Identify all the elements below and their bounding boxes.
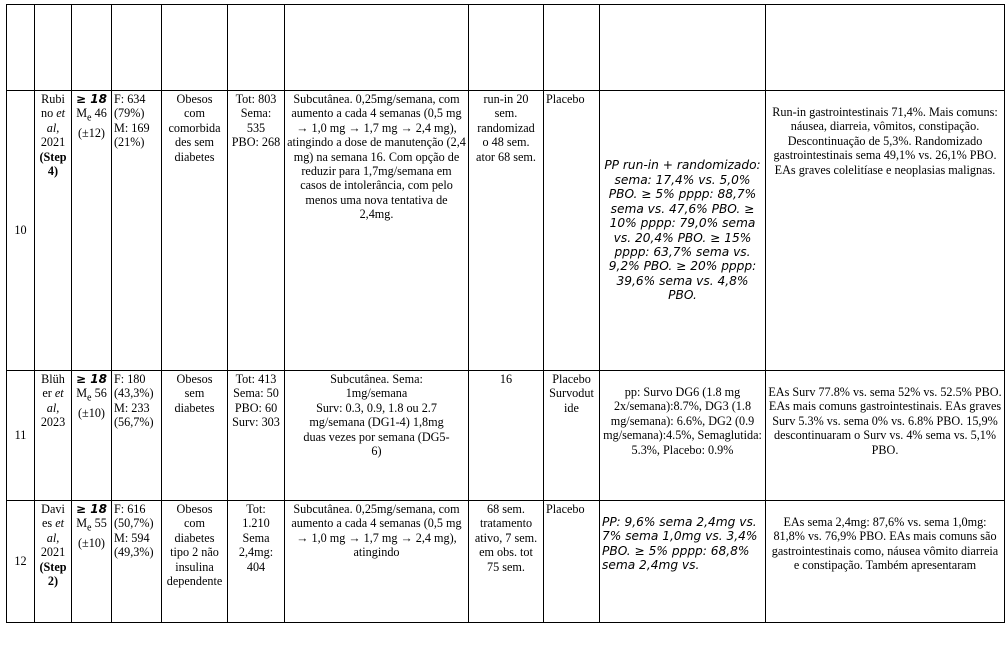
duration-line: run-in 20 — [483, 92, 529, 106]
sex-female-pct: (79%) — [114, 106, 145, 121]
age-median-sub: e — [87, 112, 92, 124]
duration-cell — [469, 91, 544, 371]
age-median: 46 — [91, 106, 107, 121]
population-cell — [162, 371, 228, 501]
comparator-cell: Placebo — [544, 91, 600, 371]
empty-cell — [72, 5, 112, 91]
outcome-cell: PP: 9,6% sema 2,4mg vs. 7% sema 1,0mg vs. 3,4% PBO. ≥ 5% pppp: 68,8% sema 2,4mg vs. — [600, 501, 766, 623]
empty-cell — [600, 5, 766, 91]
author-line: Blüh — [41, 372, 65, 386]
sample-line: PBO: 268 — [231, 135, 281, 150]
table-row — [7, 501, 1005, 623]
duration-line: o 48 sem. — [482, 135, 530, 150]
table-row — [7, 91, 1005, 371]
age-median-label: M — [76, 106, 88, 121]
sample-cell — [228, 91, 285, 371]
outcome-cell: pp: Survo DG6 (1.8 mg 2x/semana):8.7%, DG3 (1.8 mg/semana): 6.6%, DG2 (0.9 mg/semana):4.5%, Semaglutida: 5.3%, Placebo: 0.9% — [600, 371, 766, 501]
duration-line: tratamento — [479, 516, 533, 531]
sex-male: M: 594 — [114, 530, 150, 545]
population-line: diabetes — [174, 530, 215, 545]
duration-cell: 16 — [469, 371, 544, 501]
duration-line: 75 sem. — [487, 559, 525, 574]
evidence-table — [6, 4, 1005, 623]
table-row-empty — [7, 5, 1005, 91]
age-min: ≥ 18 — [76, 92, 107, 106]
age-sd: (±10) — [78, 406, 105, 421]
population-cell — [162, 501, 228, 623]
sex-female: F: 180 — [114, 372, 146, 386]
age-median-label: M — [76, 516, 88, 531]
intervention-line: Subcutânea. Sema: — [330, 372, 423, 386]
sample-line: 1.210 — [242, 516, 270, 531]
age-median: 55 — [91, 516, 107, 531]
age-median-sub: e — [87, 522, 92, 534]
sex-male: M: 233 — [114, 400, 150, 415]
sample-line: Sema — [242, 530, 270, 545]
author-cell — [35, 501, 72, 623]
sex-cell — [112, 91, 162, 371]
sample-line: Sema: — [240, 106, 272, 121]
sex-male-pct: (56,7%) — [114, 415, 154, 430]
intervention-cell: Subcutânea. 0,25mg/semana, com aumento a cada 4 semanas (0,5 mg → 1,0 mg → 1,7 mg → 2,4 mg), atingindo a dose de manutenção (2,4 mg) na semana 16. Com opção de reduzir para 1,7mg/semana em casos de intolerância, com pelo menos uma nova tentativa de 2,4mg. — [285, 91, 469, 371]
population-line: tipo 2 não — [170, 545, 219, 560]
empty-cell — [35, 5, 72, 91]
empty-cell — [766, 5, 1005, 91]
sex-female-pct: (50,7%) — [114, 516, 154, 531]
comparator-line: Survodut — [549, 386, 594, 401]
population-line: com — [184, 516, 205, 531]
age-sd: (±10) — [78, 536, 105, 551]
sex-cell — [112, 501, 162, 623]
population-line: comorbida — [168, 120, 221, 135]
table-row — [7, 371, 1005, 501]
duration-line: 68 sem. — [487, 502, 525, 516]
intervention-line: duas vezes por semana (DG5- — [303, 429, 450, 444]
row-number: 12 — [7, 501, 35, 623]
population-line: Obesos — [176, 502, 213, 516]
population-cell — [162, 91, 228, 371]
sample-line: 535 — [246, 120, 266, 135]
author-etal: et al, — [46, 386, 64, 415]
intervention-line: mg/semana (DG1-4) 1,8mg — [309, 415, 444, 430]
author-year: 2021 — [40, 135, 66, 150]
duration-line: ator 68 sem. — [476, 149, 536, 164]
empty-cell — [228, 5, 285, 91]
empty-cell — [112, 5, 162, 91]
empty-cell — [469, 5, 544, 91]
empty-cell — [162, 5, 228, 91]
author-year: 2023 — [40, 415, 66, 430]
row-number: 10 — [7, 91, 35, 371]
age-median: 56 — [91, 386, 107, 401]
population-line: sem — [184, 386, 205, 401]
comparator-cell: Placebo — [544, 501, 600, 623]
intervention-cell — [285, 371, 469, 501]
population-line: diabetes — [174, 149, 215, 164]
age-min: ≥ 18 — [76, 502, 107, 516]
sex-male-pct: (21%) — [114, 135, 145, 150]
row-number: 11 — [7, 371, 35, 501]
empty-cell — [285, 5, 469, 91]
population-line: Obesos — [176, 92, 213, 106]
empty-cell — [544, 5, 600, 91]
sample-line: Tot: — [246, 502, 266, 516]
comparator-line: Placebo — [552, 372, 591, 386]
author-line: no — [40, 106, 54, 121]
adverse-events-cell: Run-in gastrointestinais 71,4%. Mais comuns: náusea, diarreia, vômitos, constipação. Descontinuação de 5,3%. Randomizado gastrointestinais sema 49,1% vs. 26,1% PBO. EAs graves colelitíase e neoplasias malignas. — [766, 91, 1005, 371]
sex-male: M: 169 — [114, 120, 150, 135]
author-study: (Step — [39, 149, 67, 164]
author-cell — [35, 371, 72, 501]
sample-line: Sema: 50 — [233, 386, 279, 401]
sample-line: Tot: 803 — [235, 92, 277, 106]
sample-line: Tot: 413 — [235, 372, 277, 386]
population-line: com — [184, 106, 205, 121]
author-line: er — [42, 386, 52, 401]
population-line: insulina — [175, 559, 214, 574]
author-line: Davi — [41, 502, 65, 516]
comparator-cell — [544, 371, 600, 501]
sample-line: Surv: 303 — [232, 415, 280, 430]
author-etal: et al, — [46, 516, 64, 545]
author-year: 2021 — [40, 545, 66, 560]
sex-female-pct: (43,3%) — [114, 386, 154, 401]
sample-line: 2,4mg: — [238, 545, 274, 560]
age-min: ≥ 18 — [76, 372, 107, 386]
sex-cell — [112, 371, 162, 501]
population-line: dependente — [166, 574, 223, 589]
sample-line: PBO: 60 — [234, 400, 278, 415]
comparator-line: ide — [564, 400, 579, 415]
age-median-sub: e — [87, 392, 92, 404]
author-study: (Step — [39, 559, 67, 574]
author-etal: et al, — [46, 106, 66, 135]
empty-cell — [7, 5, 35, 91]
population-line: Obesos — [176, 372, 213, 386]
duration-cell — [469, 501, 544, 623]
age-cell — [72, 371, 112, 501]
age-cell — [72, 91, 112, 371]
age-median-label: M — [76, 386, 88, 401]
sample-cell — [228, 501, 285, 623]
author-study: 4) — [47, 164, 59, 179]
author-line: Rubi — [41, 92, 65, 106]
sample-cell — [228, 371, 285, 501]
author-line: es — [42, 516, 53, 531]
intervention-line: 6) — [371, 444, 382, 459]
duration-line: em obs. tot — [479, 545, 533, 560]
sex-female: F: 616 — [114, 502, 146, 516]
duration-line: ativo, 7 sem. — [474, 530, 538, 545]
sex-female: F: 634 — [114, 92, 146, 106]
population-line: diabetes — [174, 400, 215, 415]
adverse-events-cell: EAs sema 2,4mg: 87,6% vs. sema 1,0mg: 81,8% vs. 76,9% PBO. EAs mais comuns são gastrointestinais como, náusea vômito diarreia e constipação. Também apresentaram — [766, 501, 1005, 623]
author-cell — [35, 91, 72, 371]
sample-line: 404 — [246, 559, 266, 574]
intervention-line: Surv: 0.3, 0.9, 1.8 ou 2.7 — [316, 400, 437, 415]
author-study: 2) — [47, 574, 59, 589]
population-line: des sem — [175, 135, 214, 150]
duration-line: sem. — [494, 106, 518, 121]
sex-male-pct: (49,3%) — [114, 545, 154, 560]
intervention-cell: Subcutânea. 0,25mg/semana, com aumento a cada 4 semanas (0,5 mg → 1,0 mg → 1,7 mg → 2,4 mg), atingindo — [285, 501, 469, 623]
age-sd: (±12) — [78, 126, 105, 141]
age-cell — [72, 501, 112, 623]
adverse-events-cell: EAs Surv 77.8% vs. sema 52% vs. 52.5% PBO. EAs mais comuns gastrointestinais. EAs graves Surv 5.3% vs. sema 0% vs. 6.8% PBO. 15,9% descontinuaram o Surv vs. 4% sema vs. 5,1% PBO. — [766, 371, 1005, 501]
outcome-cell: PP run-in + randomizado: sema: 17,4% vs. 5,0% PBO. ≥ 5% pppp: 88,7% sema vs. 47,6% PBO. ≥ 10% pppp: 79,0% sema vs. 20,4% PBO. ≥ 15% pppp: 63,7% sema vs. 9,2% PBO. ≥ 20% pppp: 39,6% sema vs. 4,8% PBO. — [600, 91, 766, 371]
intervention-line: 1mg/semana — [345, 386, 408, 401]
duration-line: randomizad — [477, 120, 535, 135]
